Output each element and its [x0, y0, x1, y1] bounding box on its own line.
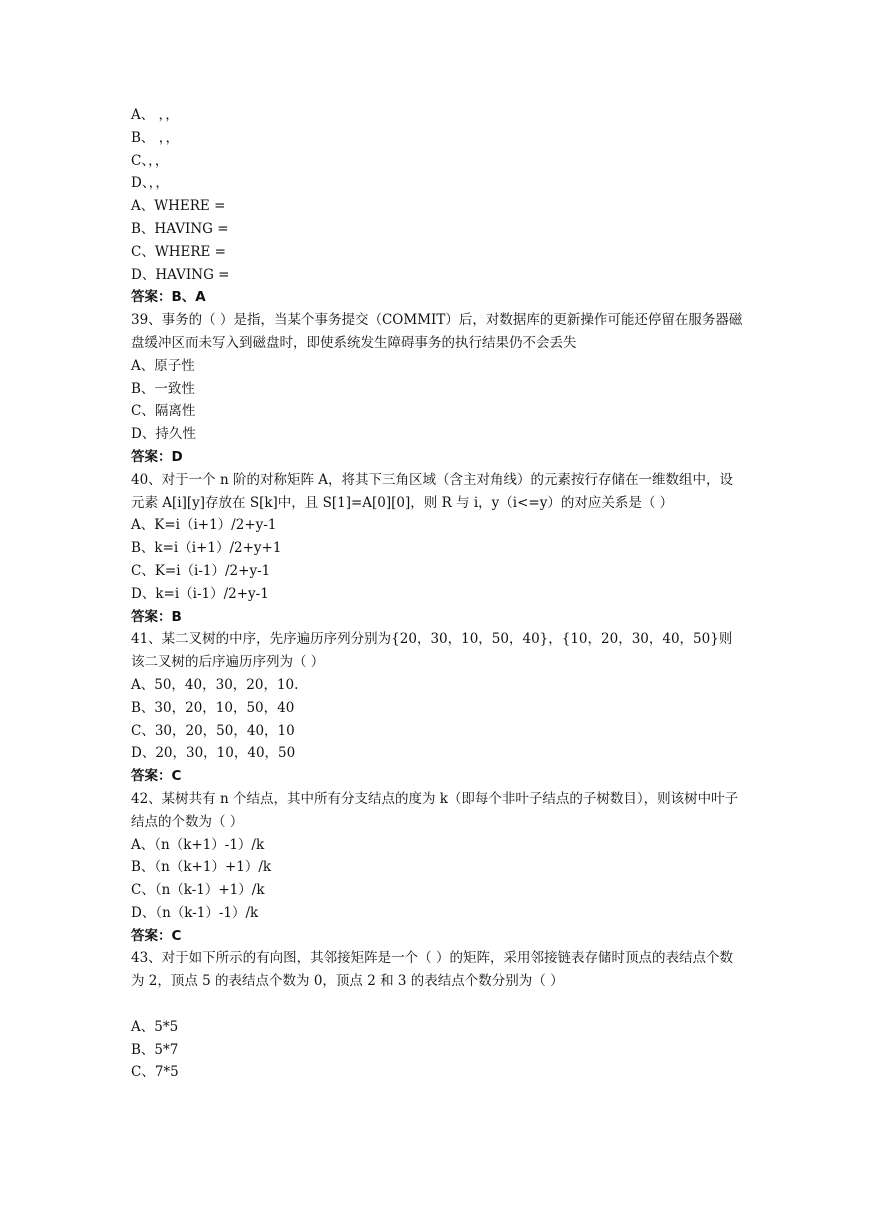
- question-text: 41、某二叉树的中序，先序遍历序列分别为{20，30，10，50，40}，{10，20，30，40，50}则该二叉树的后序遍历序列为（ ）: [131, 631, 733, 671]
- exam-content: [131, 104, 743, 1084]
- option-line: C、K=i（i-1）/2+y-1: [131, 562, 271, 579]
- answer-line: 答案：B、A: [131, 289, 206, 306]
- answer-line: 答案：B: [131, 608, 182, 625]
- option-line: A、原子性: [131, 357, 195, 374]
- blank-line: [131, 993, 743, 1016]
- option-line: A、（n（k+1）-1）/k: [131, 836, 265, 853]
- option-line: D、20，30，10，40，50: [131, 745, 296, 762]
- question-text: 42、某树共有 n 个结点，其中所有分支结点的度为 k（即每个非叶子结点的子树数目），则该树中叶子结点的个数为（ ）: [131, 790, 739, 830]
- option-line: D、（n（k-1）-1）/k: [131, 904, 259, 921]
- question-text: 43、对于如下所示的有向图，其邻接矩阵是一个（ ）的矩阵，采用邻接链表存储时顶点的表结点个数为 2，顶点 5 的表结点个数为 0，顶点 2 和 3 的表结点个数分别为（ ）: [131, 950, 733, 990]
- option-line: B、30，20，10，50，40: [131, 699, 295, 716]
- option-line: B、5*7: [131, 1041, 179, 1058]
- option-line: B、（n（k+1）+1）/k: [131, 859, 272, 876]
- option-line: C、，，: [131, 152, 169, 169]
- answer-line: 答案：C: [131, 927, 182, 944]
- question-text: 40、对于一个 n 阶的对称矩阵 A，将其下三角区域（含主对角线）的元素按行存储在一维数组中，设元素 A[i][y]存放在 S[k]中，且 S[1]=A[0][0]，则 R 与 i，y（i<=y）的对应关系是（ ）: [131, 471, 733, 511]
- option-line: A、 ，，: [131, 107, 179, 123]
- option-line: D、HAVING =: [131, 266, 230, 283]
- answer-line: 答案：C: [131, 768, 182, 785]
- question-text: 39、事务的（ ）是指，当某个事务提交（COMMIT）后，对数据库的更新操作可能还停留在服务器磁盘缓冲区而未写入到磁盘时，即使系统发生障碍事务的执行结果仍不会丢失: [131, 312, 743, 351]
- option-line: C、（n（k-1）+1）/k: [131, 882, 265, 899]
- option-line: D、持久性: [131, 426, 196, 443]
- option-line: C、隔离性: [131, 403, 196, 420]
- option-line: A、50，40，30，20，10.: [131, 676, 299, 693]
- option-line: B、 ，，: [131, 129, 179, 146]
- option-line: B、HAVING =: [131, 220, 229, 237]
- option-line: D、，，: [131, 175, 169, 192]
- option-line: B、一致性: [131, 380, 195, 397]
- option-line: A、K=i（i+1）/2+y-1: [131, 517, 277, 534]
- option-line: A、WHERE =: [131, 198, 226, 215]
- option-line: C、30，20，50，40，10: [131, 722, 295, 739]
- option-line: A、5*5: [131, 1018, 179, 1035]
- option-line: B、k=i（i+1）/2+y+1: [131, 540, 282, 557]
- option-line: C、7*5: [131, 1064, 179, 1081]
- option-line: C、WHERE =: [131, 243, 226, 260]
- option-line: D、k=i（i-1）/2+y-1: [131, 585, 269, 602]
- answer-line: 答案：D: [131, 448, 183, 465]
